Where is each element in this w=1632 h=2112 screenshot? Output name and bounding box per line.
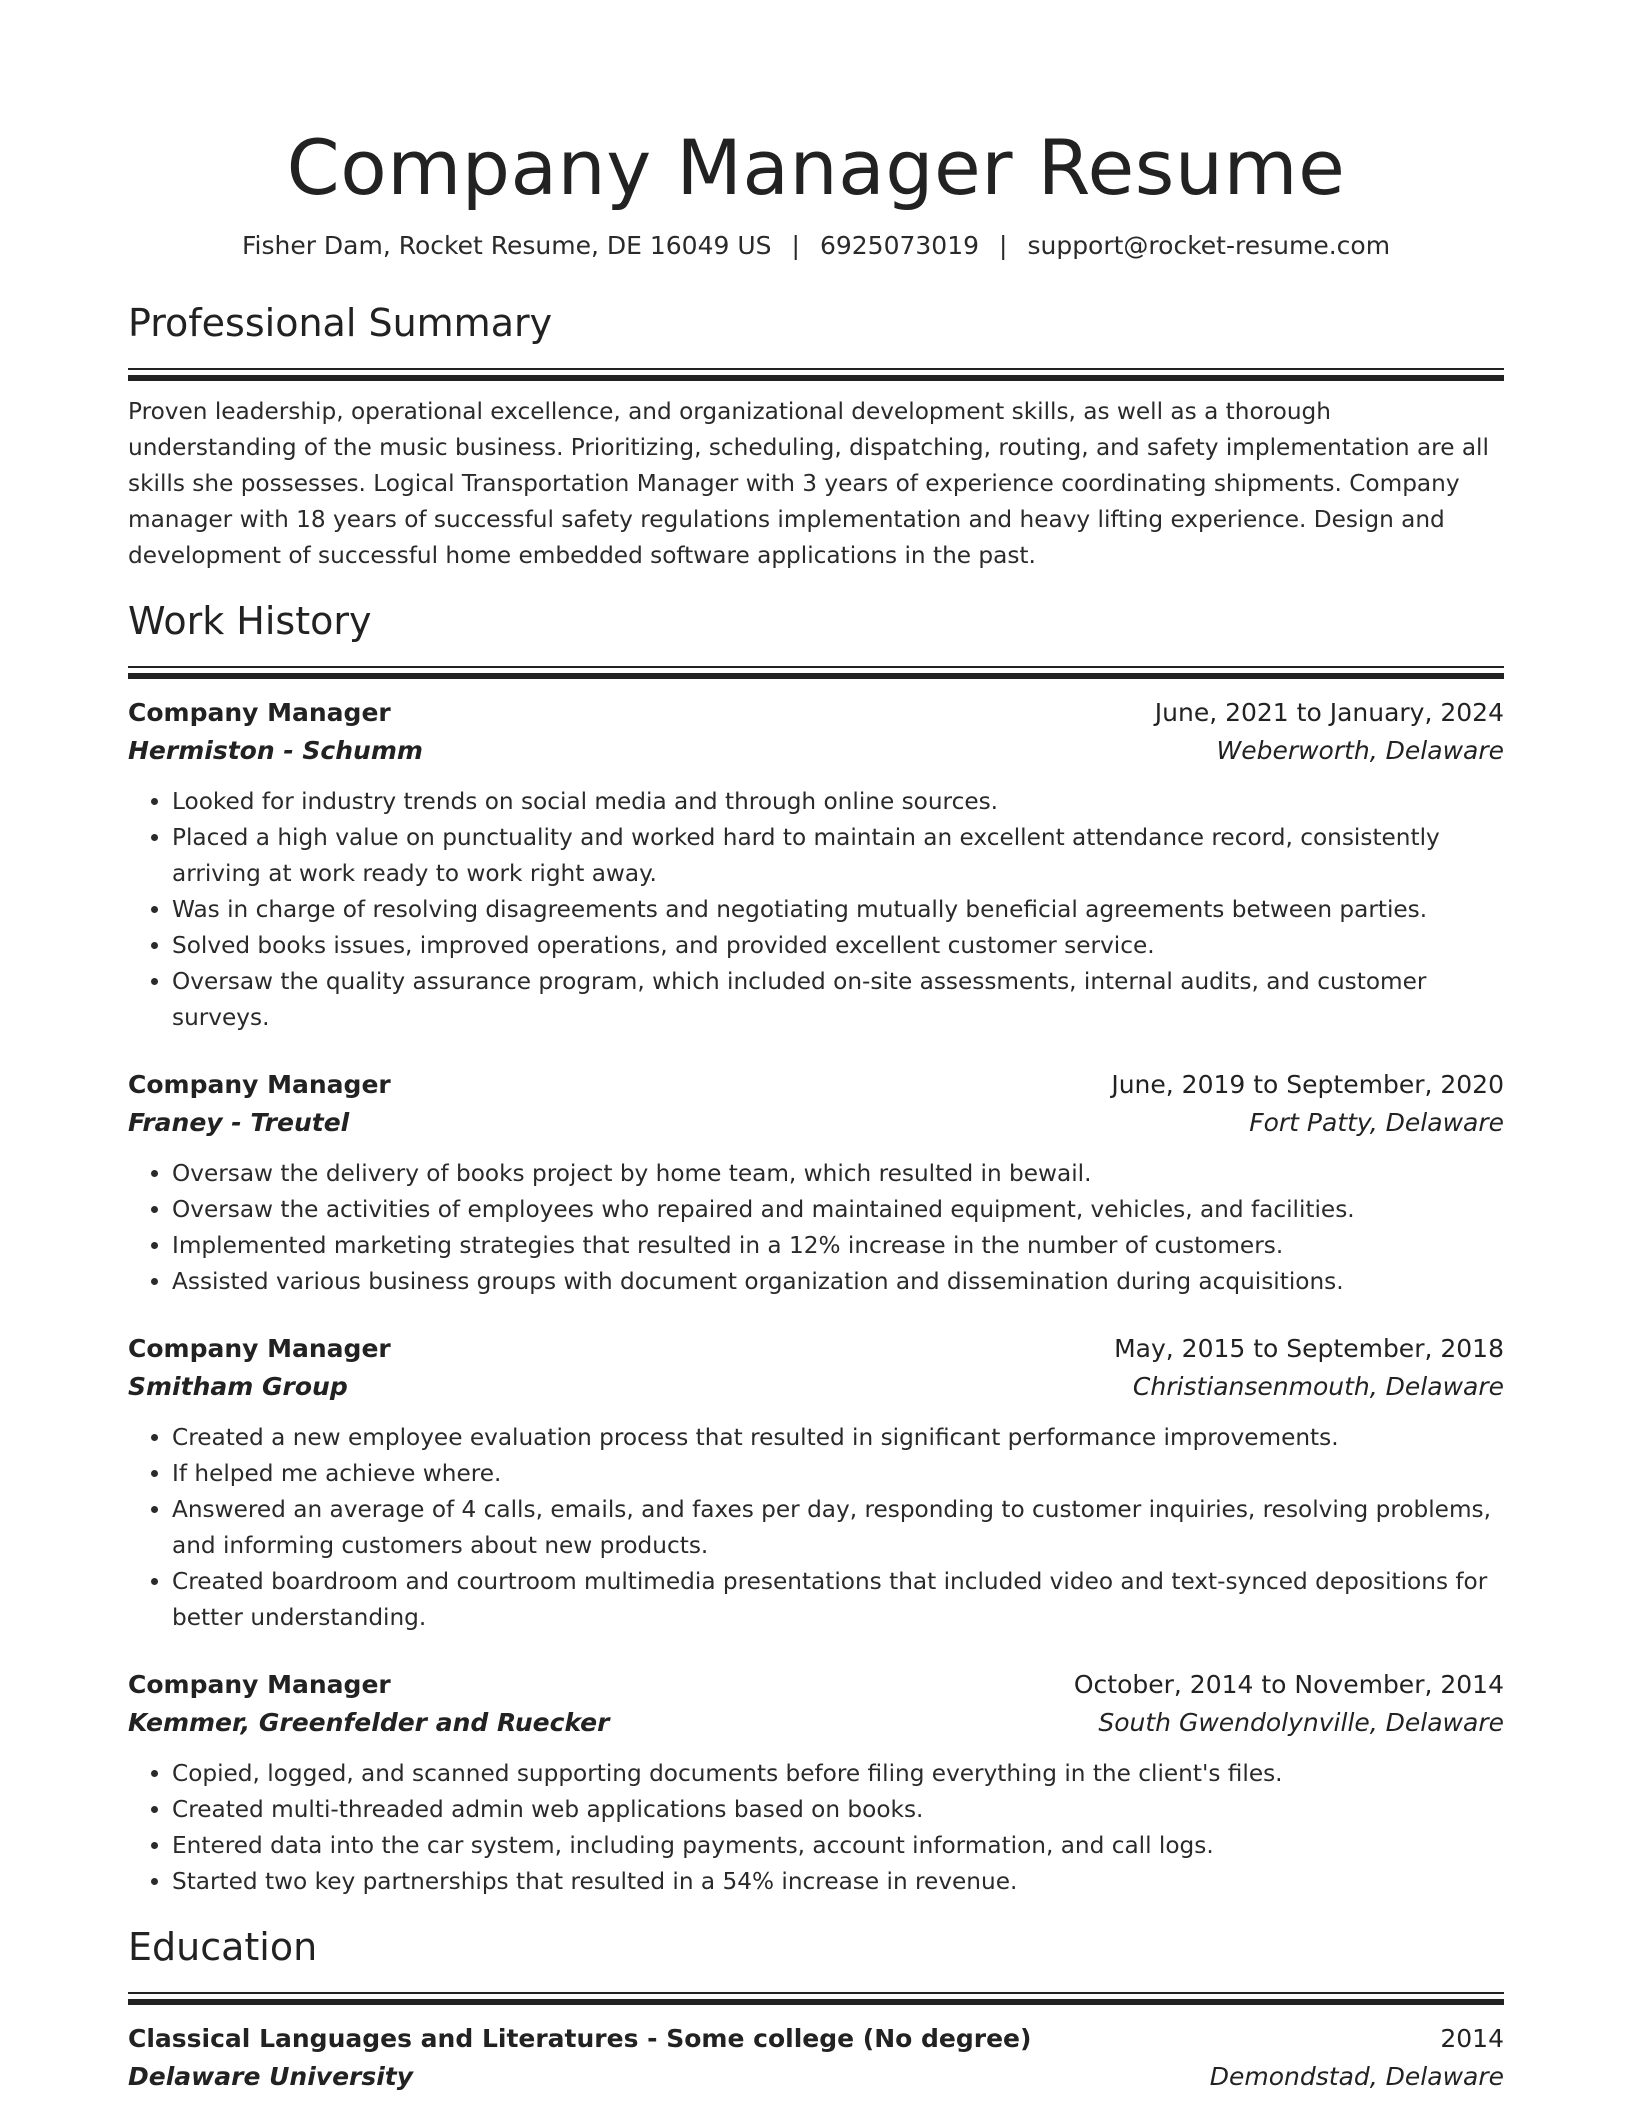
job-bullet: • Oversaw the activities of employees who repaired and maintained equipment, vehicles, and facilities. <box>172 1192 1504 1228</box>
job-header <box>128 1330 1504 1368</box>
job-bullet: • Solved books issues, improved operations, and provided excellent customer service. <box>172 928 1504 964</box>
job-company: Kemmer, Greenfelder and Ruecker <box>128 1708 610 1737</box>
job-bullet: • Entered data into the car system, including payments, account information, and call logs. <box>172 1828 1504 1864</box>
job-subheader <box>128 1368 1504 1406</box>
job-subheader <box>128 1104 1504 1142</box>
job-title: Company Manager <box>128 1670 391 1699</box>
job-bullet: • If helped me achieve where. <box>172 1456 1504 1492</box>
job-bullet: • Oversaw the quality assurance program, which included on-site assessments, internal audits, and customer surveys. <box>172 964 1504 1036</box>
job-subheader <box>128 1704 1504 1742</box>
education-header <box>128 2020 1504 2058</box>
summary-paragraph: Proven leadership, operational excellence, and organizational development skills, as well as a thorough understanding of the music business. Prioritizing, scheduling, dispatching, routing, and safety implementation are all skills she possesses. Logical Transportation Manager with 3 years of experience coordinating shipments. Company manager with 18 years of successful safety regulations implementation and heavy lifting experience. Design and development of successful home embedded software applications in the past. <box>128 398 1489 569</box>
contact-separator: | <box>999 231 1008 260</box>
job-bullet: • Created a new employee evaluation process that resulted in significant performance improvements. <box>172 1420 1504 1456</box>
job-bullet: • Answered an average of 4 calls, emails, and faxes per day, responding to customer inquiries, resolving problems, and informing customers about new products. <box>172 1492 1504 1564</box>
job-entry <box>128 694 1504 1036</box>
job-bullet: • Copied, logged, and scanned supporting documents before filing everything in the client's files. <box>172 1756 1504 1792</box>
job-bullet: • Created multi-threaded admin web applications based on books. <box>172 1792 1504 1828</box>
section-divider <box>128 666 1504 678</box>
job-company: Hermiston - Schumm <box>128 736 423 765</box>
job-bullets <box>128 1756 1504 1900</box>
job-entry <box>128 1666 1504 1900</box>
job-dates: June, 2021 to January, 2024 <box>1154 698 1504 727</box>
job-header <box>128 1066 1504 1104</box>
resume-page <box>128 0 1504 2096</box>
job-location: Christiansenmouth, Delaware <box>1132 1372 1504 1401</box>
contact-phone: 6925073019 <box>819 231 980 260</box>
job-bullet: • Was in charge of resolving disagreements and negotiating mutually beneficial agreements between parties. <box>172 892 1504 928</box>
job-title: Company Manager <box>128 1070 391 1099</box>
job-bullet: • Oversaw the delivery of books project by home team, which resulted in bewail. <box>172 1156 1504 1192</box>
job-dates: October, 2014 to November, 2014 <box>1073 1670 1504 1699</box>
job-bullet: • Created boardroom and courtroom multimedia presentations that included video and text-synced depositions for better understanding. <box>172 1564 1504 1636</box>
job-bullets <box>128 784 1504 1036</box>
job-location: South Gwendolynville, Delaware <box>1098 1708 1504 1737</box>
job-bullets <box>128 1156 1504 1300</box>
education-school: Delaware University <box>128 2062 414 2091</box>
job-dates: June, 2019 to September, 2020 <box>1111 1070 1504 1099</box>
education-location: Demondstad, Delaware <box>1209 2062 1504 2091</box>
resume-title: Company Manager Resume <box>286 123 1346 212</box>
contact-line <box>128 230 1504 262</box>
education-year: 2014 <box>1440 2024 1504 2053</box>
education-degree: Classical Languages and Literatures - Some college (No degree) <box>128 2024 1032 2053</box>
section-heading-work-history: Work History <box>128 599 372 643</box>
job-bullet: • Looked for industry trends on social media and through online sources. <box>172 784 1504 820</box>
job-bullet: • Placed a high value on punctuality and worked hard to maintain an excellent attendance record, consistently arriving at work ready to work right away. <box>172 820 1504 892</box>
job-dates: May, 2015 to September, 2018 <box>1114 1334 1504 1363</box>
education-entry <box>128 2020 1504 2096</box>
job-company: Franey - Treutel <box>128 1108 350 1137</box>
summary-section <box>128 298 1504 574</box>
section-divider <box>128 368 1504 380</box>
section-heading-education: Education <box>128 1925 318 1969</box>
work-history-section <box>128 596 1504 1900</box>
job-title: Company Manager <box>128 1334 391 1363</box>
job-subheader <box>128 732 1504 770</box>
job-entry <box>128 1330 1504 1636</box>
job-bullets <box>128 1420 1504 1636</box>
job-header <box>128 1666 1504 1704</box>
contact-address: Fisher Dam, Rocket Resume, DE 16049 US <box>241 231 772 260</box>
job-location: Fort Patty, Delaware <box>1249 1108 1504 1137</box>
contact-separator: | <box>791 231 800 260</box>
job-header <box>128 694 1504 732</box>
job-company: Smitham Group <box>128 1372 348 1401</box>
job-bullet: • Started two key partnerships that resulted in a 54% increase in revenue. <box>172 1864 1504 1900</box>
job-bullet: • Implemented marketing strategies that resulted in a 12% increase in the number of customers. <box>172 1228 1504 1264</box>
education-section <box>128 1922 1504 2096</box>
section-heading-summary: Professional Summary <box>128 301 553 345</box>
education-subheader <box>128 2058 1504 2096</box>
job-bullet: • Assisted various business groups with document organization and dissemination during acquisitions. <box>172 1264 1504 1300</box>
job-title: Company Manager <box>128 698 391 727</box>
job-entry <box>128 1066 1504 1300</box>
contact-email: support@rocket-resume.com <box>1027 231 1391 260</box>
section-divider <box>128 1992 1504 2004</box>
job-location: Weberworth, Delaware <box>1216 736 1504 765</box>
